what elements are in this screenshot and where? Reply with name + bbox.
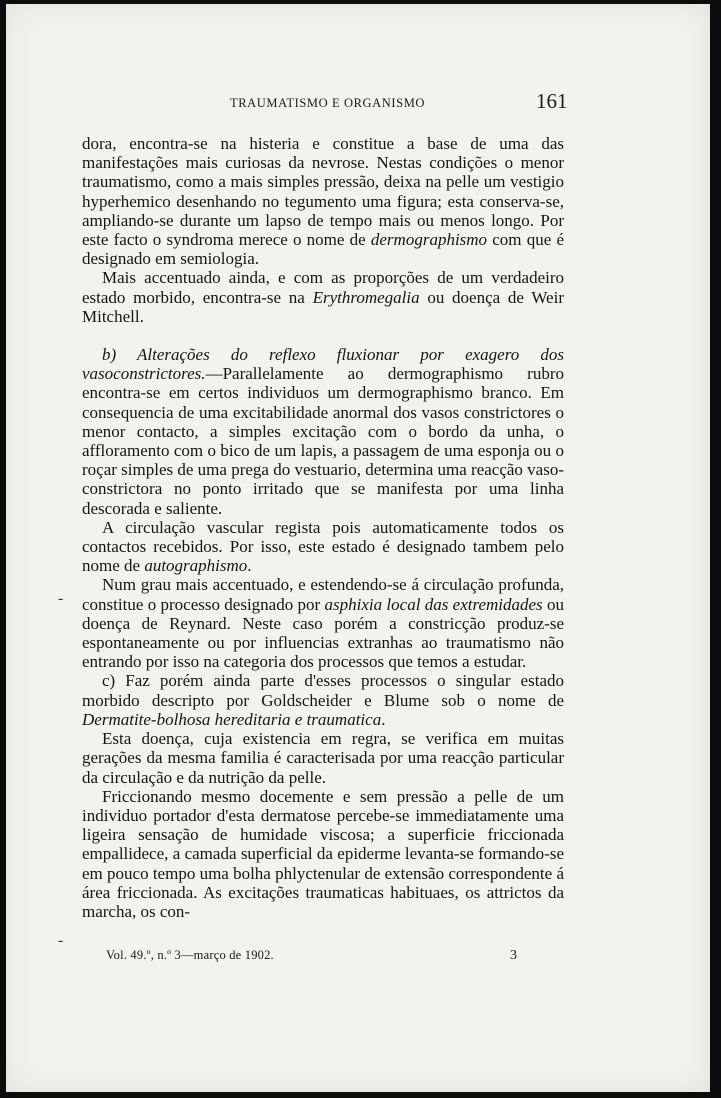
paragraph: [82, 575, 564, 671]
margin-dash: -: [58, 932, 64, 949]
paragraph: [82, 518, 564, 576]
italic-run: autographismo: [144, 556, 248, 576]
text-run: Mais accentuado ainda, e com as proporções de um verdadeiro estado morbido, encontra-se na: [82, 268, 564, 307]
text-run: Num grau mais accentuado, e estendendo-se á circulação profunda, constitue o processo designado por: [82, 575, 564, 614]
volume-line: Vol. 49.º, n.º 3—março de 1902.: [106, 948, 274, 962]
footer: [106, 948, 526, 963]
italic-run: b) Alterações do reflexo fluxionar por exagero dos vasoconstrictores.: [82, 345, 564, 384]
text-run: dora, encontra-se na histeria e constitue a base de uma das manifestações mais curiosas da nevrose. Nestas condições o menor traumatismo, como a mais simples pressão, deixa na pelle um vestigio hyperhemico desenhando no tegumento uma figura; esta conserva-se, ampliando-se durante um lapso de tempo mais ou menos longo. Por este facto o syndroma merece o nome de: [82, 134, 564, 250]
signature-mark: 3: [510, 948, 518, 963]
body-text: [82, 134, 564, 921]
text-run: ou doença de Weir Mitchell.: [82, 287, 564, 326]
italic-run: Dermatite-bolhosa hereditaria e traumatica: [82, 709, 382, 729]
italic-run: asphixia local das extremidades: [324, 594, 543, 614]
italic-run: Erythromegalia: [312, 287, 420, 307]
text-run: Friccionando mesmo docemente e sem pressão a pelle de um individuo portador d'esta dermatose percebe-se immediatamente uma ligeira sensação de humidade viscosa; a superficie friccionada empallidece, a camada superficial da epiderme levanta-se formando-se em pouco tempo uma bolha phlyctenular de extensão correspondente á área friccionada. As excitações traumaticas habituaes, os attrictos da marcha, os con-: [82, 786, 564, 921]
paragraph: [82, 345, 564, 518]
text-run: ou doença de Reynard. Neste caso porém a constricção produz-se espontaneamente ou por influencias extranhas ao traumatismo não entrando por isso na categoria dos processos que temos a estudar.: [82, 594, 564, 672]
text-run: c) Faz porém ainda parte d'esses processos o singular estado morbido descripto por Goldscheider e Blume sob o nome de: [82, 671, 564, 710]
page-number: 161: [536, 89, 568, 113]
paragraph: [82, 671, 564, 729]
text-run: .: [247, 556, 252, 576]
paragraph: [82, 729, 564, 787]
page: [6, 4, 710, 1092]
text-run: —Parallelamente ao dermographismo rubro encontra-se em certos individuos um dermographismo branco. Em consequencia de uma excitabilidade anormal dos vasos constrictores o menor contacto, a simples excitação com o bordo da unha, o affloramento com o bico de um lapis, a passagem de uma esponja ou o roçar simples de uma prega do vestuario, determina uma reacção vaso-constrictora no ponto irritado que se manifesta por uma linha descorada e saliente.: [82, 364, 564, 518]
text-run: .: [381, 709, 386, 729]
paragraph: [82, 787, 564, 921]
paragraph: [82, 268, 564, 326]
italic-run: dermographismo: [370, 230, 488, 250]
text-run: Esta doença, cuja existencia em regra, se verifica em muitas gerações da mesma familia é caracterisada por uma reacção particular da circulação e da nutrição da pelle.: [82, 729, 564, 787]
margin-dash: -: [58, 590, 64, 607]
text-run: com que é designado em semiologia.: [82, 230, 565, 269]
running-title: TRAUMATISMO E ORGANISMO: [230, 96, 426, 110]
paragraph: [82, 134, 564, 268]
text-run: A circulação vascular regista pois automaticamente todos os contactos recebidos. Por isso, este estado é designado tambem pelo nome de: [82, 517, 564, 576]
